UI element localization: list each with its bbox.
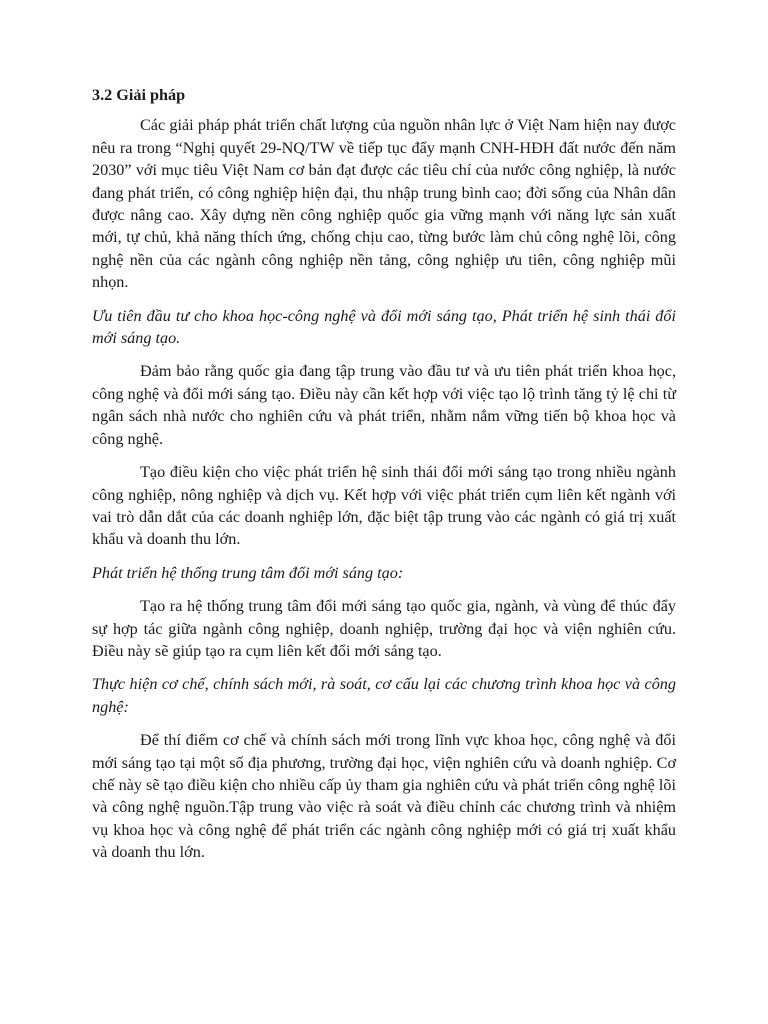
paragraph-intro: Các giải pháp phát triển chất lượng của nguồn nhân lực ở Việt Nam hiện nay được nêu ra trong “Nghị quyết 29-NQ/TW về tiếp tục đẩy mạnh CNH-HĐH đất nước đến năm 2030” với mục tiêu Việt Nam cơ bản đạt được các tiêu chí của nước công nghiệp, là nước đang phát triển, có công nghiệp hiện đại, thu nhập trung bình cao; đời sống của Nhân dân được nâng cao. Xây dựng nền công nghiệp quốc gia vững mạnh với năng lực sản xuất mới, tự chủ, khả năng thích ứng, chống chịu cao, từng bước làm chủ công nghệ lõi, công nghệ nền của các ngành công nghiệp nền tảng, công nghiệp ưu tiên, công nghiệp mũi nhọn. <box>92 116 676 292</box>
subheading-innovation-centers: Phát triển hệ thống trung tâm đổi mới sáng tạo: <box>92 563 404 582</box>
paragraph-science-investment: Đảm bảo rằng quốc gia đang tập trung vào đầu tư và ưu tiên phát triển khoa học, công nghệ và đổi mới sáng tạo. Điều này cần kết hợp với việc tạo lộ trình tăng tỷ lệ chi từ ngân sách nhà nước cho nghiên cứu và phát triển, nhằm nắm vững tiến bộ khoa học và công nghệ. <box>92 362 676 448</box>
paragraph-innovation-centers: Tạo ra hệ thống trung tâm đổi mới sáng tạo quốc gia, ngành, và vùng để thúc đẩy sự hợp tác giữa ngành công nghiệp, doanh nghiệp, trường đại học và viện nghiên cứu. Điều này sẽ giúp tạo ra cụm liên kết đổi mới sáng tạo. <box>92 597 676 660</box>
subheading-science-investment: Ưu tiên đầu tư cho khoa học-công nghệ và đổi mới sáng tạo, Phát triển hệ sinh thái đổi mới sáng tạo. <box>92 306 676 348</box>
document-page <box>92 84 676 875</box>
section-title: 3.2 Giải pháp <box>92 86 186 104</box>
paragraph-new-policies: Để thí điểm cơ chế và chính sách mới trong lĩnh vực khoa học, công nghệ và đổi mới sáng tạo tại một số địa phương, trường đại học, viện nghiên cứu và doanh nghiệp. Cơ chế này sẽ tạo điều kiện cho nhiều cấp ủy tham gia nghiên cứu và phát triển công nghệ lõi và công nghệ nguồn.Tập trung vào việc rà soát và điều chỉnh các chương trình và nhiệm vụ khoa học và công nghệ để phát triển các ngành công nghiệp mới có giá trị xuất khẩu và doanh thu lớn. <box>92 731 676 862</box>
subheading-new-policies: Thực hiện cơ chế, chính sách mới, rà soát, cơ cấu lại các chương trình khoa học và công nghệ: <box>92 675 676 716</box>
paragraph-innovation-ecosystem: Tạo điều kiện cho việc phát triển hệ sinh thái đổi mới sáng tạo trong nhiều ngành công nghiệp, nông nghiệp và dịch vụ. Kết hợp với việc phát triển cụm liên kết ngành với vai trò dẫn dắt của các doanh nghiệp lớn, đặc biệt tập trung vào các ngành có giá trị xuất khẩu và doanh thu lớn. <box>92 463 676 549</box>
